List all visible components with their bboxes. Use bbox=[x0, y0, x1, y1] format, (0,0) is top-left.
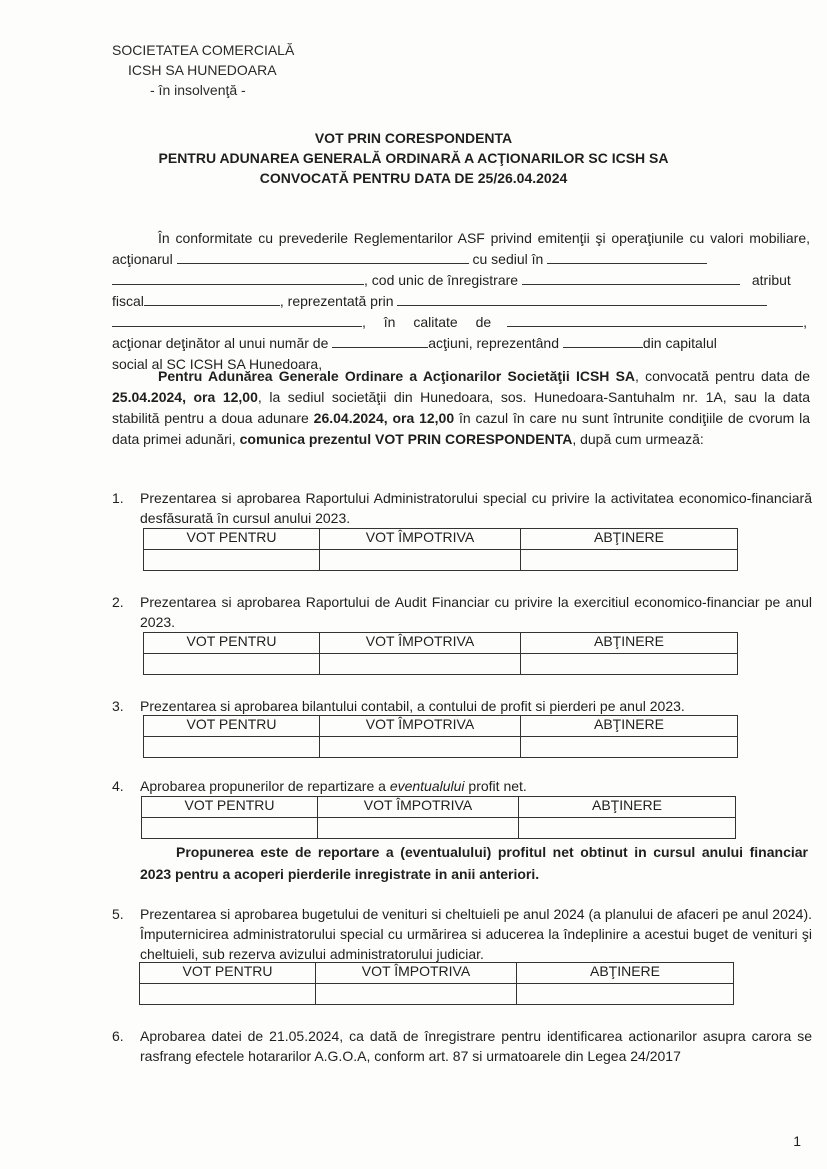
agenda-item-text: Prezentarea si aprobarea bilantului contabil, a contului de profit si pierderi pe anul 2023. bbox=[140, 698, 685, 714]
vote-for-header: VOT PENTRU bbox=[144, 633, 320, 654]
vote-against-cell[interactable] bbox=[316, 984, 517, 1005]
vote-against-cell[interactable] bbox=[320, 550, 521, 571]
convocation-bold-4: comunica prezentul VOT PRIN CORESPONDENTA bbox=[239, 431, 573, 447]
vote-against-header: VOT ÎMPOTRIVA bbox=[320, 529, 521, 550]
agenda-item-text-emphasis: eventualului bbox=[389, 778, 465, 794]
agenda-item-text: Aprobarea datei de 21.05.2024, ca dată de înregistrare pentru identificarea actionarilor asupra carora se rasfrang efectele hotararilor A.G.O.A, conform art. 87 si urmatoarele din Legea 24/2017 bbox=[140, 1028, 812, 1064]
intro-text-4: atribut bbox=[751, 272, 791, 288]
agenda-item-number: 3. bbox=[112, 698, 124, 714]
vote-for-cell[interactable] bbox=[140, 984, 316, 1005]
registration-code-blank[interactable] bbox=[522, 272, 740, 285]
intro-text-10: de bbox=[475, 314, 492, 330]
vote-abstain-cell[interactable] bbox=[521, 550, 738, 571]
vote-abstain-cell[interactable] bbox=[521, 737, 738, 758]
vote-abstain-header: ABŢINERE bbox=[521, 716, 738, 737]
representative-blank-2[interactable] bbox=[112, 314, 362, 327]
agenda-item-3 bbox=[112, 696, 812, 716]
vote-for-header: VOT PENTRU bbox=[144, 716, 320, 737]
vote-abstain-cell[interactable] bbox=[519, 818, 736, 839]
vote-against-header: VOT ÎMPOTRIVA bbox=[318, 797, 519, 818]
document-subtitle: PENTRU ADUNAREA GENERALĂ ORDINARĂ A ACŢIONARILOR SC ICSH SA bbox=[158, 150, 669, 166]
agenda-item-5 bbox=[112, 904, 812, 964]
vote-against-header: VOT ÎMPOTRIVA bbox=[320, 716, 521, 737]
intro-text-14: din capitalul bbox=[642, 335, 717, 351]
document-title-block bbox=[0, 128, 827, 188]
profit-proposal-text: Propunerea este de reportare a (eventualului) profitul net obtinut in cursul anului financiar 2023 pentru a acoperi pierderile inregistrate in anii anteriori. bbox=[140, 844, 808, 882]
convocation-text-3: în cazul în care nu sunt întrunite condiţiile de cvorum la data primei adunări, bbox=[112, 410, 811, 447]
fiscal-attribute-blank[interactable] bbox=[144, 293, 280, 306]
second-meeting-date: 26.04.2024, ora 12,00 bbox=[313, 410, 455, 426]
intro-text-15: social al SC ICSH SA Hunedoara, bbox=[112, 356, 323, 372]
agenda-item-text: Prezentarea si aprobarea Raportului de Audit Financiar cu privire la exercitiul economico-financiar pe anul 2023. bbox=[140, 594, 812, 630]
vote-table-1 bbox=[143, 528, 738, 571]
intro-text-9: calitate bbox=[413, 314, 458, 330]
intro-text-13: acţiuni, reprezentând bbox=[428, 335, 560, 351]
agenda-item-number: 6. bbox=[112, 1028, 124, 1044]
company-status: - în insolvenţă - bbox=[150, 82, 246, 98]
intro-text-8: în bbox=[383, 314, 396, 330]
agenda-item-text bbox=[140, 776, 812, 796]
vote-for-header: VOT PENTRU bbox=[142, 797, 318, 818]
agenda-item-4 bbox=[112, 776, 812, 796]
first-meeting-date: 25.04.2024, ora 12,00 bbox=[112, 389, 258, 405]
agenda-item-number: 4. bbox=[112, 778, 124, 794]
representative-blank-1[interactable] bbox=[397, 293, 767, 306]
intro-text-7: , bbox=[362, 314, 366, 330]
vote-against-header: VOT ÎMPOTRIVA bbox=[320, 633, 521, 654]
agenda-item-number: 5. bbox=[112, 906, 124, 922]
vote-abstain-header: ABŢINERE bbox=[519, 797, 736, 818]
agenda-item-number: 2. bbox=[112, 594, 124, 610]
vote-for-cell[interactable] bbox=[144, 737, 320, 758]
vote-for-cell[interactable] bbox=[142, 818, 318, 839]
vote-for-cell[interactable] bbox=[144, 550, 320, 571]
vote-against-cell[interactable] bbox=[320, 737, 521, 758]
vote-table-3 bbox=[143, 715, 738, 758]
capacity-blank[interactable] bbox=[507, 314, 803, 327]
intro-text-6: , reprezentată prin bbox=[279, 293, 394, 309]
intro-paragraph bbox=[112, 228, 810, 375]
shareholder-name-blank[interactable] bbox=[177, 251, 469, 264]
intro-text-11: , bbox=[803, 314, 807, 330]
vote-for-header: VOT PENTRU bbox=[140, 963, 316, 984]
agenda-item-number: 1. bbox=[112, 490, 124, 506]
vote-against-cell[interactable] bbox=[318, 818, 519, 839]
company-city: ICSH SA HUNEDOARA bbox=[128, 62, 277, 78]
intro-text-12: acţionar deţinător al unui număr de bbox=[112, 335, 329, 351]
agenda-item-1 bbox=[112, 488, 812, 528]
agenda-item-text: Prezentarea si aprobarea Raportului Administratorului special cu privire la activitatea economico-financiară desfăsurată în cursul anului 2023. bbox=[140, 490, 812, 526]
intro-text-2: cu sediul în bbox=[472, 251, 544, 267]
page-number: 1 bbox=[793, 1133, 801, 1149]
capital-percent-blank[interactable] bbox=[563, 335, 643, 348]
vote-abstain-header: ABŢINERE bbox=[521, 529, 738, 550]
vote-for-header: VOT PENTRU bbox=[144, 529, 320, 550]
vote-abstain-header: ABŢINERE bbox=[517, 963, 734, 984]
vote-table-5 bbox=[139, 962, 734, 1005]
profit-proposal bbox=[140, 841, 808, 885]
vote-table-4 bbox=[141, 796, 736, 839]
convocation-paragraph bbox=[112, 366, 810, 450]
agenda-item-text-part: Aprobarea propunerilor de repartizare a bbox=[140, 778, 390, 794]
intro-text-5: fiscal bbox=[112, 293, 144, 309]
vote-for-cell[interactable] bbox=[144, 654, 320, 675]
convocation-text-4: , după cum urmează: bbox=[572, 431, 704, 447]
agenda-item-text-part: profit net. bbox=[464, 778, 527, 794]
vote-abstain-header: ABŢINERE bbox=[521, 633, 738, 654]
company-header bbox=[112, 40, 294, 100]
convocation-text-1: , convocată pentru data de bbox=[635, 368, 810, 384]
intro-text-1: În conformitate cu prevederile Reglementarilor ASF privind emitenţii şi operaţiunile cu valori mobiliare, acţionarul bbox=[112, 230, 810, 267]
convocation-text-2: , la sediul societăţii din Hunedoara, sos. Hunedoara-Santuhalm nr. 1A, sau la data stabilită pentru a doua adunare bbox=[112, 389, 811, 426]
convocation-bold-1: Pentru Adunărea Generale Ordinare a Acţionarilor Societăţii ICSH SA bbox=[158, 368, 636, 384]
company-name: SOCIETATEA COMERCIALĂ bbox=[112, 42, 295, 58]
vote-abstain-cell[interactable] bbox=[517, 984, 734, 1005]
share-count-blank[interactable] bbox=[332, 335, 428, 348]
vote-against-header: VOT ÎMPOTRIVA bbox=[316, 963, 517, 984]
vote-abstain-cell[interactable] bbox=[521, 654, 738, 675]
document-date-line: CONVOCATĂ PENTRU DATA DE 25/26.04.2024 bbox=[259, 170, 568, 186]
agenda-item-text: Prezentarea si aprobarea bugetului de venituri si cheltuieli pe anul 2024 (a planului de afaceri pe anul 2024). Împuternicirea administratorului special cu urmărirea si aducerea la îndeplinire a acestui buget de venituri şi cheltuieli, sub rezerva avizului administratorului judiciar. bbox=[140, 906, 812, 962]
agenda-item-2 bbox=[112, 592, 812, 632]
agenda-item-6 bbox=[112, 1026, 812, 1066]
document-title: VOT PRIN CORESPONDENTA bbox=[314, 130, 513, 146]
vote-table-2 bbox=[143, 632, 738, 675]
intro-text-3: , cod unic de înregistrare bbox=[364, 272, 519, 288]
address-blank-1[interactable] bbox=[547, 251, 707, 264]
address-blank-2[interactable] bbox=[112, 272, 364, 285]
vote-against-cell[interactable] bbox=[320, 654, 521, 675]
